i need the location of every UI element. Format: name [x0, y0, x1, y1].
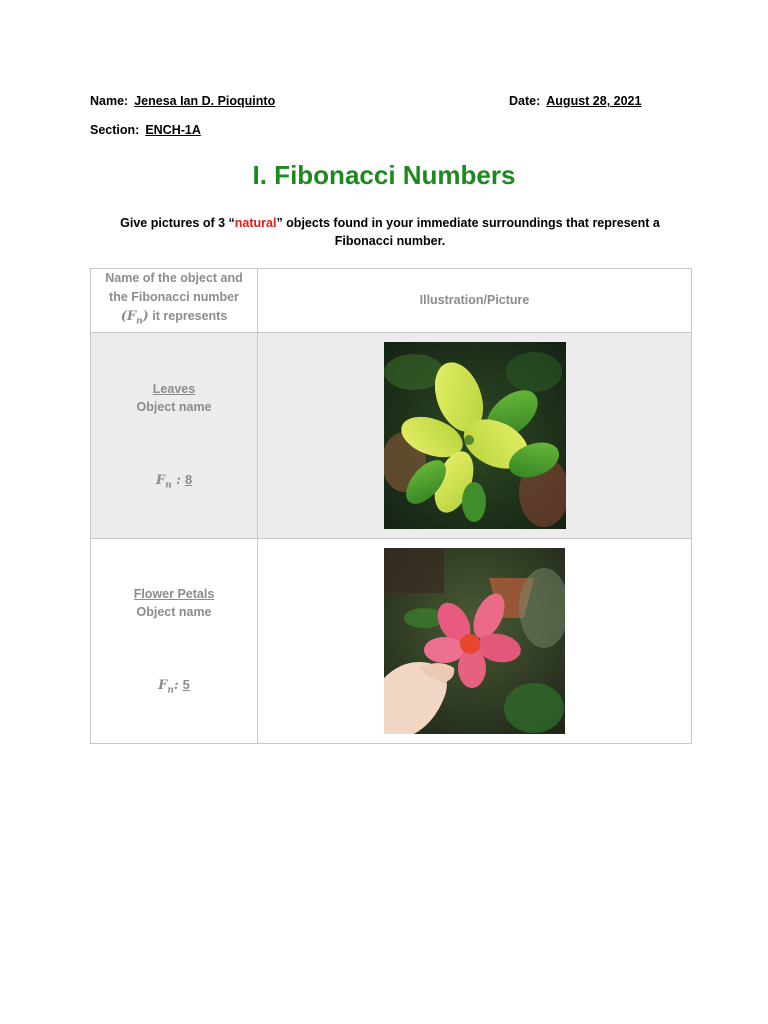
col1-header-line1: Name of the object and — [105, 271, 243, 285]
object-cell — [91, 332, 258, 538]
section-line — [90, 123, 201, 137]
fn-value: 8 — [184, 471, 193, 487]
fn-value: 5 — [182, 677, 190, 693]
date-value: August 28, 2021 — [546, 94, 642, 108]
fn-line: $F_n$: 5 — [158, 677, 190, 696]
instructions-text-before: Give pictures of 3 “ — [120, 216, 235, 230]
col2-header: Illustration/Picture — [258, 269, 692, 333]
flower-photo — [384, 548, 565, 734]
object-label: Object name — [136, 605, 212, 620]
fibonacci-table — [90, 268, 692, 744]
section-value: ENCH-1A — [145, 123, 201, 137]
instructions-text-after: ” objects found in your immediate surroundings that represent a Fibonacci number. — [276, 216, 660, 248]
date-label: Date: — [509, 94, 541, 108]
fn-symbol: $(F_n)$ — [120, 309, 149, 327]
object-name: Leaves — [152, 381, 196, 396]
col1-header-line3: it represents — [152, 309, 228, 323]
col1-header — [91, 269, 258, 333]
instructions — [90, 214, 690, 250]
name-value: Jenesa Ian D. Pioquinto — [134, 94, 276, 108]
object-label: Object name — [136, 399, 212, 414]
page-title: I. Fibonacci Numbers — [252, 160, 516, 190]
object-name: Flower Petals — [133, 587, 215, 602]
fn-line: $F_n$ : 8 — [155, 471, 193, 491]
date-line — [509, 94, 641, 108]
leaves-photo — [384, 342, 566, 529]
picture-cell — [258, 332, 692, 538]
name-label: Name: — [90, 94, 129, 108]
table-row — [91, 332, 692, 538]
table-row — [91, 538, 692, 743]
picture-cell — [258, 538, 692, 743]
col1-header-line2: the Fibonacci number — [109, 290, 239, 304]
object-cell — [91, 538, 258, 743]
section-label: Section: — [90, 123, 140, 137]
table-header-row — [91, 269, 692, 333]
name-line — [90, 94, 275, 108]
instructions-highlight: natural — [234, 216, 277, 230]
